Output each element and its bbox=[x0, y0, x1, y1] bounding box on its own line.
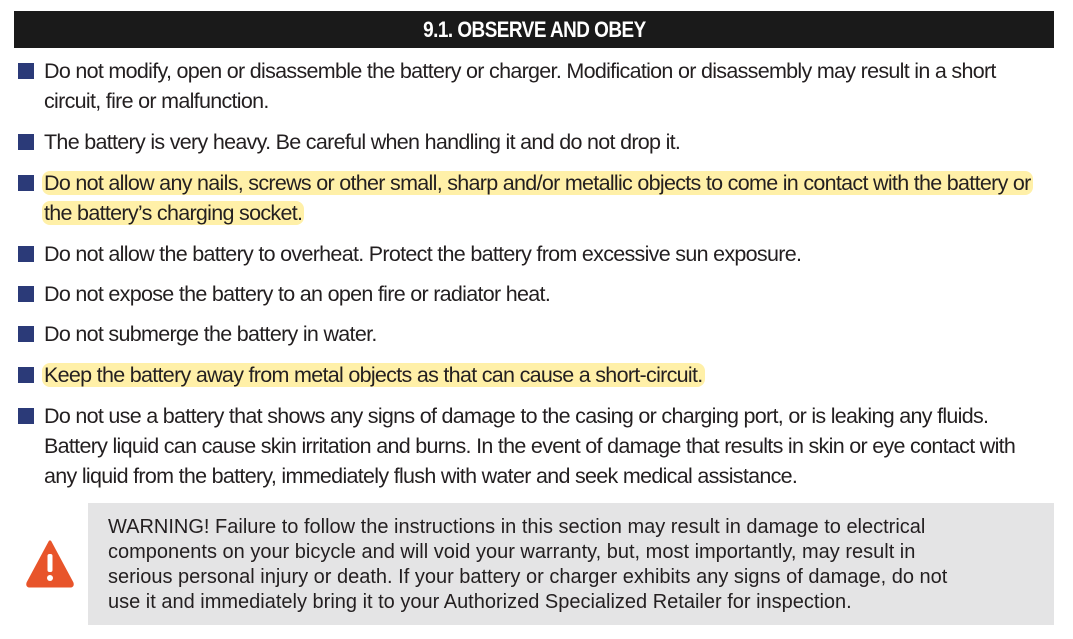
bullet-square-icon bbox=[18, 175, 34, 191]
bullet-square-icon bbox=[18, 246, 34, 262]
section-title: 9.1. OBSERVE AND OBEY bbox=[422, 16, 646, 42]
list-item-line: The battery is very heavy. Be careful when handling it and do not drop it. bbox=[44, 130, 681, 154]
list-item-line: Do not expose the battery to an open fire or radiator heat. bbox=[44, 282, 551, 306]
bullet-square-icon bbox=[18, 367, 34, 383]
list-item-text bbox=[44, 401, 1015, 491]
list-item-line: Do not use a battery that shows any signs of damage to the casing or charging port, or is leaking any fluids. bbox=[44, 404, 989, 428]
list-item-line: Battery liquid can cause skin irritation and burns. In the event of damage that results in skin or eye contact with bbox=[44, 434, 1016, 458]
highlighted-text: Keep the battery away from metal objects as that can cause a short-circuit. bbox=[44, 363, 703, 387]
warning-text bbox=[108, 515, 947, 615]
warning-line: use it and immediately bring it to your Authorized Specialized Retailer for inspection. bbox=[108, 591, 852, 613]
list-item-text bbox=[44, 360, 705, 390]
list-item-line: circuit, fire or malfunction. bbox=[44, 89, 269, 113]
list-item-line: Do not submerge the battery in water. bbox=[44, 322, 377, 346]
bullet-square-icon bbox=[18, 63, 34, 79]
warning-box bbox=[14, 503, 1054, 625]
warning-body bbox=[88, 503, 1054, 625]
list-item-text bbox=[44, 168, 1033, 228]
warning-line: components on your bicycle and will void your warranty, but, most importantly, may result in bbox=[108, 541, 916, 563]
bullet-square-icon bbox=[18, 408, 34, 424]
list-item-text bbox=[44, 319, 377, 349]
bullet-square-icon bbox=[18, 134, 34, 150]
warning-line: WARNING! Failure to follow the instructions in this section may result in damage to electrical bbox=[108, 516, 926, 538]
highlighted-text: the battery’s charging socket. bbox=[44, 201, 303, 225]
section-header bbox=[14, 11, 1054, 48]
list-item-text bbox=[44, 239, 801, 269]
warning-icon-column bbox=[14, 503, 86, 625]
list-item-text bbox=[44, 56, 996, 116]
highlighted-text: Do not allow any nails, screws or other small, sharp and/or metallic objects to come in contact with the battery or bbox=[44, 171, 1031, 195]
list-item-line: Do not modify, open or disassemble the battery or charger. Modification or disassembly may result in a short bbox=[44, 59, 996, 83]
bullet-square-icon bbox=[18, 286, 34, 302]
list-item-text bbox=[44, 279, 550, 309]
bullet-square-icon bbox=[18, 326, 34, 342]
warning-line: serious personal injury or death. If your battery or charger exhibits any signs of damage, do not bbox=[108, 566, 948, 588]
list-item-line: Do not allow the battery to overheat. Protect the battery from excessive sun exposure. bbox=[44, 242, 802, 266]
list-item-text bbox=[44, 127, 680, 157]
warning-triangle-icon bbox=[25, 539, 75, 589]
list-item-line: any liquid from the battery, immediately flush with water and seek medical assistance. bbox=[44, 464, 798, 488]
